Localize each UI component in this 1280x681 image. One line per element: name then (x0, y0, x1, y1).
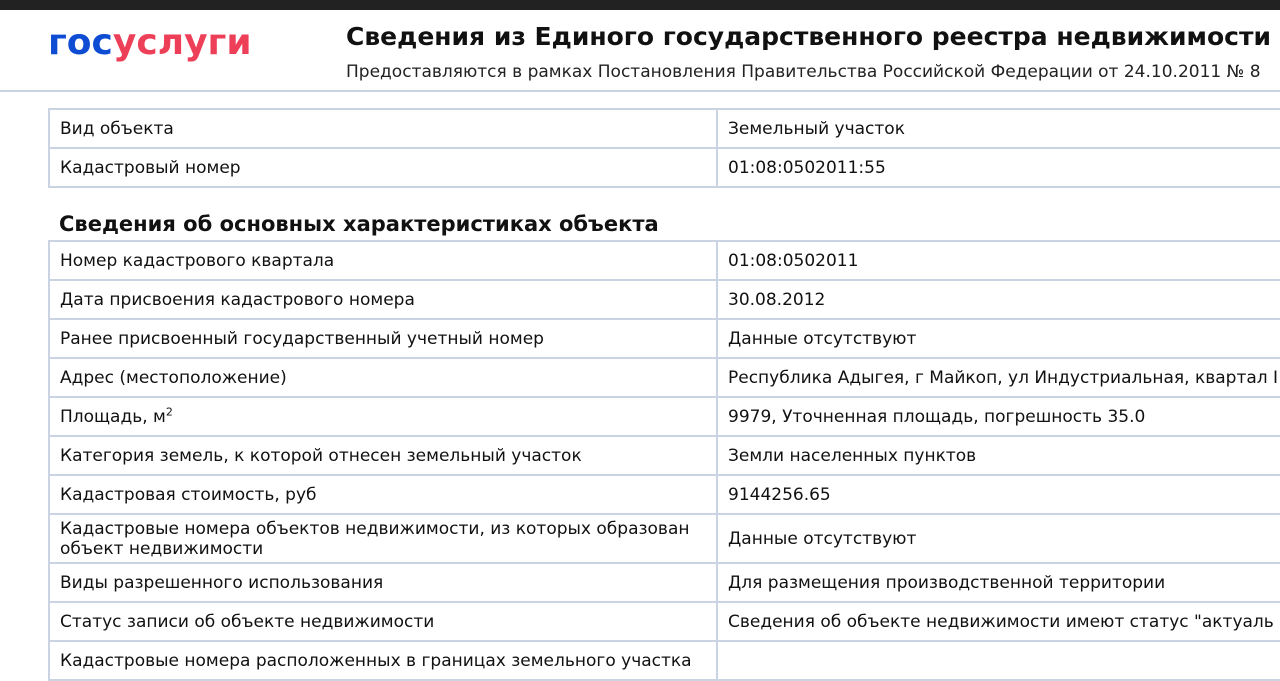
table-row (49, 641, 1280, 680)
table-row (49, 397, 1280, 436)
row-label: Ранее присвоенный государственный учетный номер (49, 319, 717, 358)
table-row (49, 241, 1280, 280)
row-label: Кадастровые номера расположенных в границах земельного участка (49, 641, 717, 680)
table-row (49, 109, 1280, 148)
row-value: Данные отсутствуют (717, 514, 1280, 563)
document-content (48, 108, 1280, 681)
row-value: 9144256.65 (717, 475, 1280, 514)
row-label: Вид объекта (49, 109, 717, 148)
section-title: Сведения об основных характеристиках объекта (59, 212, 659, 236)
row-label: Дата присвоения кадастрового номера (49, 280, 717, 319)
logo-part-gos: гос (48, 22, 113, 63)
row-label: Статус записи об объекте недвижимости (49, 602, 717, 641)
page-header (0, 10, 1280, 92)
table-row (49, 148, 1280, 187)
table-row (49, 475, 1280, 514)
row-label: Адрес (местоположение) (49, 358, 717, 397)
row-value: Земельный участок (717, 109, 1280, 148)
row-label: Кадастровая стоимость, руб (49, 475, 717, 514)
top-bar (0, 0, 1280, 10)
row-label: Кадастровый номер (49, 148, 717, 187)
row-value: 30.08.2012 (717, 280, 1280, 319)
row-value: 01:08:0502011:55 (717, 148, 1280, 187)
object-table (48, 108, 1280, 188)
area-label-sup: 2 (165, 404, 173, 418)
document-subtitle: Предоставляются в рамках Постановления Правительства Российской Федерации от 24.10.2011 № 8 (346, 62, 1261, 82)
logo-part-uslugi: услуги (112, 22, 252, 63)
row-value: Данные отсутствуют (717, 319, 1280, 358)
area-label-text: Площадь, м (60, 406, 166, 427)
row-label: Виды разрешенного использования (49, 563, 717, 602)
table-row (49, 514, 1280, 563)
row-label (49, 397, 717, 436)
row-label: Категория земель, к которой отнесен земельный участок (49, 436, 717, 475)
row-value: Республика Адыгея, г Майкоп, ул Индустриальная, квартал I (717, 358, 1280, 397)
row-value: Земли населенных пунктов (717, 436, 1280, 475)
row-label: Кадастровые номера объектов недвижимости, из которых образован объект недвижимости (49, 514, 717, 563)
row-value: 01:08:0502011 (717, 241, 1280, 280)
table-row (49, 319, 1280, 358)
row-value (717, 641, 1280, 680)
row-value: 9979, Уточненная площадь, погрешность 35.0 (717, 397, 1280, 436)
row-value: Для размещения производственной территории (717, 563, 1280, 602)
document-title: Сведения из Единого государственного реестра недвижимости (346, 22, 1271, 51)
table-row (49, 563, 1280, 602)
gosuslugi-logo[interactable] (48, 22, 252, 63)
table-row (49, 280, 1280, 319)
table-row (49, 436, 1280, 475)
table-row (49, 602, 1280, 641)
characteristics-table (48, 240, 1280, 681)
row-value: Сведения об объекте недвижимости имеют статус "актуаль (717, 602, 1280, 641)
table-row (49, 358, 1280, 397)
row-label: Номер кадастрового квартала (49, 241, 717, 280)
